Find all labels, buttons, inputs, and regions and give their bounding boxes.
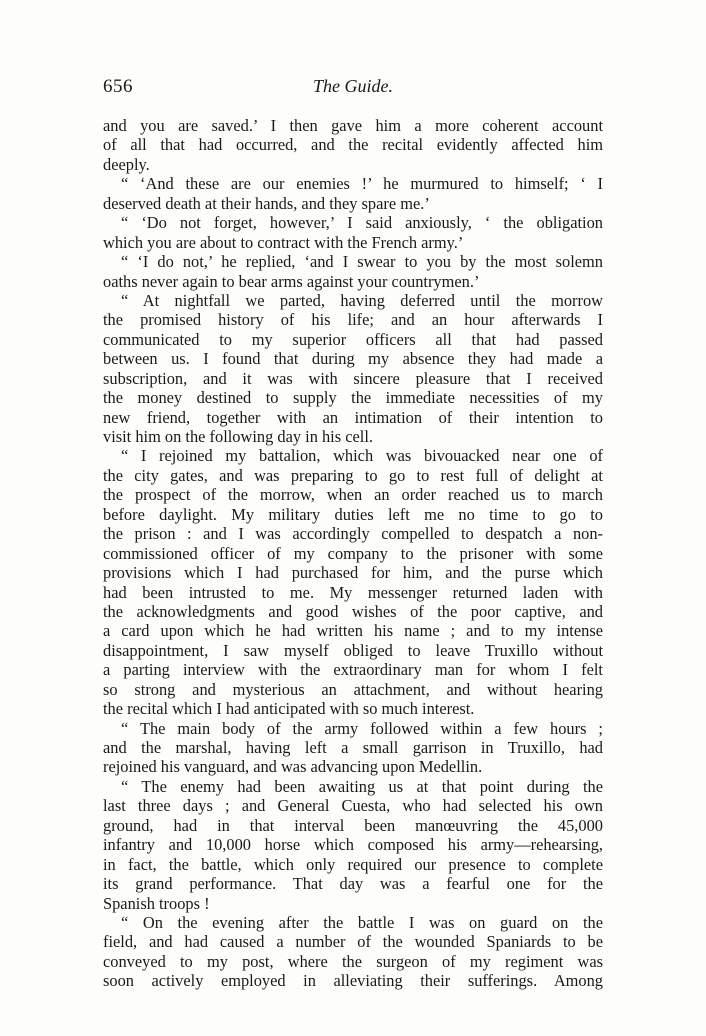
text-line: visit him on the following day in his cell. [103,427,373,446]
text-line: “ ‘Do not forget, however,’ I said anxiously, ‘ the obligation [121,213,603,233]
text-line: “ The enemy had been awaiting us at that point during the [121,776,603,796]
body-text [103,116,603,991]
text-line: the recital which I had anticipated with so much interest. [103,699,475,719]
text-line: last three days ; and General Cuesta, who had selected his own [103,796,603,816]
text-line: between us. I found that during my absence they had made a [103,349,603,369]
text-line: “ I rejoined my battalion, which was bivouacked near one of [121,446,603,466]
text-line: new friend, together with an intimation of their intention to [103,407,603,427]
text-line: which you are about to contract with the French army.’ [103,232,464,252]
text-line: oaths never again to bear arms against your countrymen.’ [103,271,480,291]
running-title: The Guide. [313,76,393,96]
text-line: conveyed to my post, where the surgeon of my regiment was [103,951,603,971]
text-line: rejoined his vanguard, and was advancing upon Medellin. [103,757,483,777]
page-header [103,76,603,102]
text-line: infantry and 10,000 horse which composed his army—rehearsing, [103,835,603,855]
text-line: “ On the evening after the battle I was on guard on the [121,912,603,932]
text-line: in fact, the battle, which only required our presence to complete [103,854,603,874]
text-line: Spanish troops ! [103,893,210,913]
text-line: its grand performance. That day was a fearful one for the [103,874,603,894]
text-line: a card upon which he had written his name ; and to my intense [103,621,603,641]
text-line: “ The main body of the army followed within a few hours ; [121,718,603,738]
text-line: ground, had in that interval been manœuvring the 45,000 [103,815,603,835]
text-line: and you are saved.’ I then gave him a more coherent account [103,116,603,135]
text-line: communicated to my superior officers all that had passed [103,329,603,349]
text-line: soon actively employed in alleviating their sufferings. Among [103,971,603,991]
text-line: “ At nightfall we parted, having deferred until the morrow [121,290,603,310]
text-line: deeply. [103,154,150,174]
text-line: subscription, and it was with sincere pleasure that I received [103,368,603,388]
page-number: 656 [103,76,133,97]
text-line: disappointment, I saw myself obliged to leave Truxillo without [103,640,603,660]
text-line: provisions which I had purchased for him, and the purse which [103,563,603,583]
text-line: the prison : and I was accordingly compelled to despatch a non- [103,524,603,544]
text-line: the promised history of his life; and an hour afterwards I [103,310,603,330]
text-line: so strong and mysterious an attachment, and without hearing [103,679,603,699]
text-line: and the marshal, having left a small garrison in Truxillo, had [103,738,603,757]
text-line: before daylight. My military duties left me no time to go to [103,504,603,524]
text-line: of all that had occurred, and the recital evidently affected him [103,135,603,155]
text-line: field, and had caused a number of the wounded Spaniards to be [103,932,603,952]
text-line: a parting interview with the extraordinary man for whom I felt [103,660,603,680]
text-line: “ ‘I do not,’ he replied, ‘and I swear to you by the most solemn [121,252,603,272]
text-line: the acknowledgments and good wishes of the poor captive, and [103,601,603,621]
text-line: had been intrusted to me. My messenger returned laden with [103,582,603,602]
text-line: “ ‘And these are our enemies !’ he murmured to himself; ‘ I [121,174,603,194]
text-line: the city gates, and was preparing to go to rest full of delight at [103,465,603,485]
text-line: commissioned officer of my company to the prisoner with some [103,543,603,563]
text-line: deserved death at their hands, and they spare me.’ [103,193,430,213]
text-line: the prospect of the morrow, when an order reached us to march [103,485,603,505]
text-line: the money destined to supply the immediate necessities of my [103,388,603,408]
